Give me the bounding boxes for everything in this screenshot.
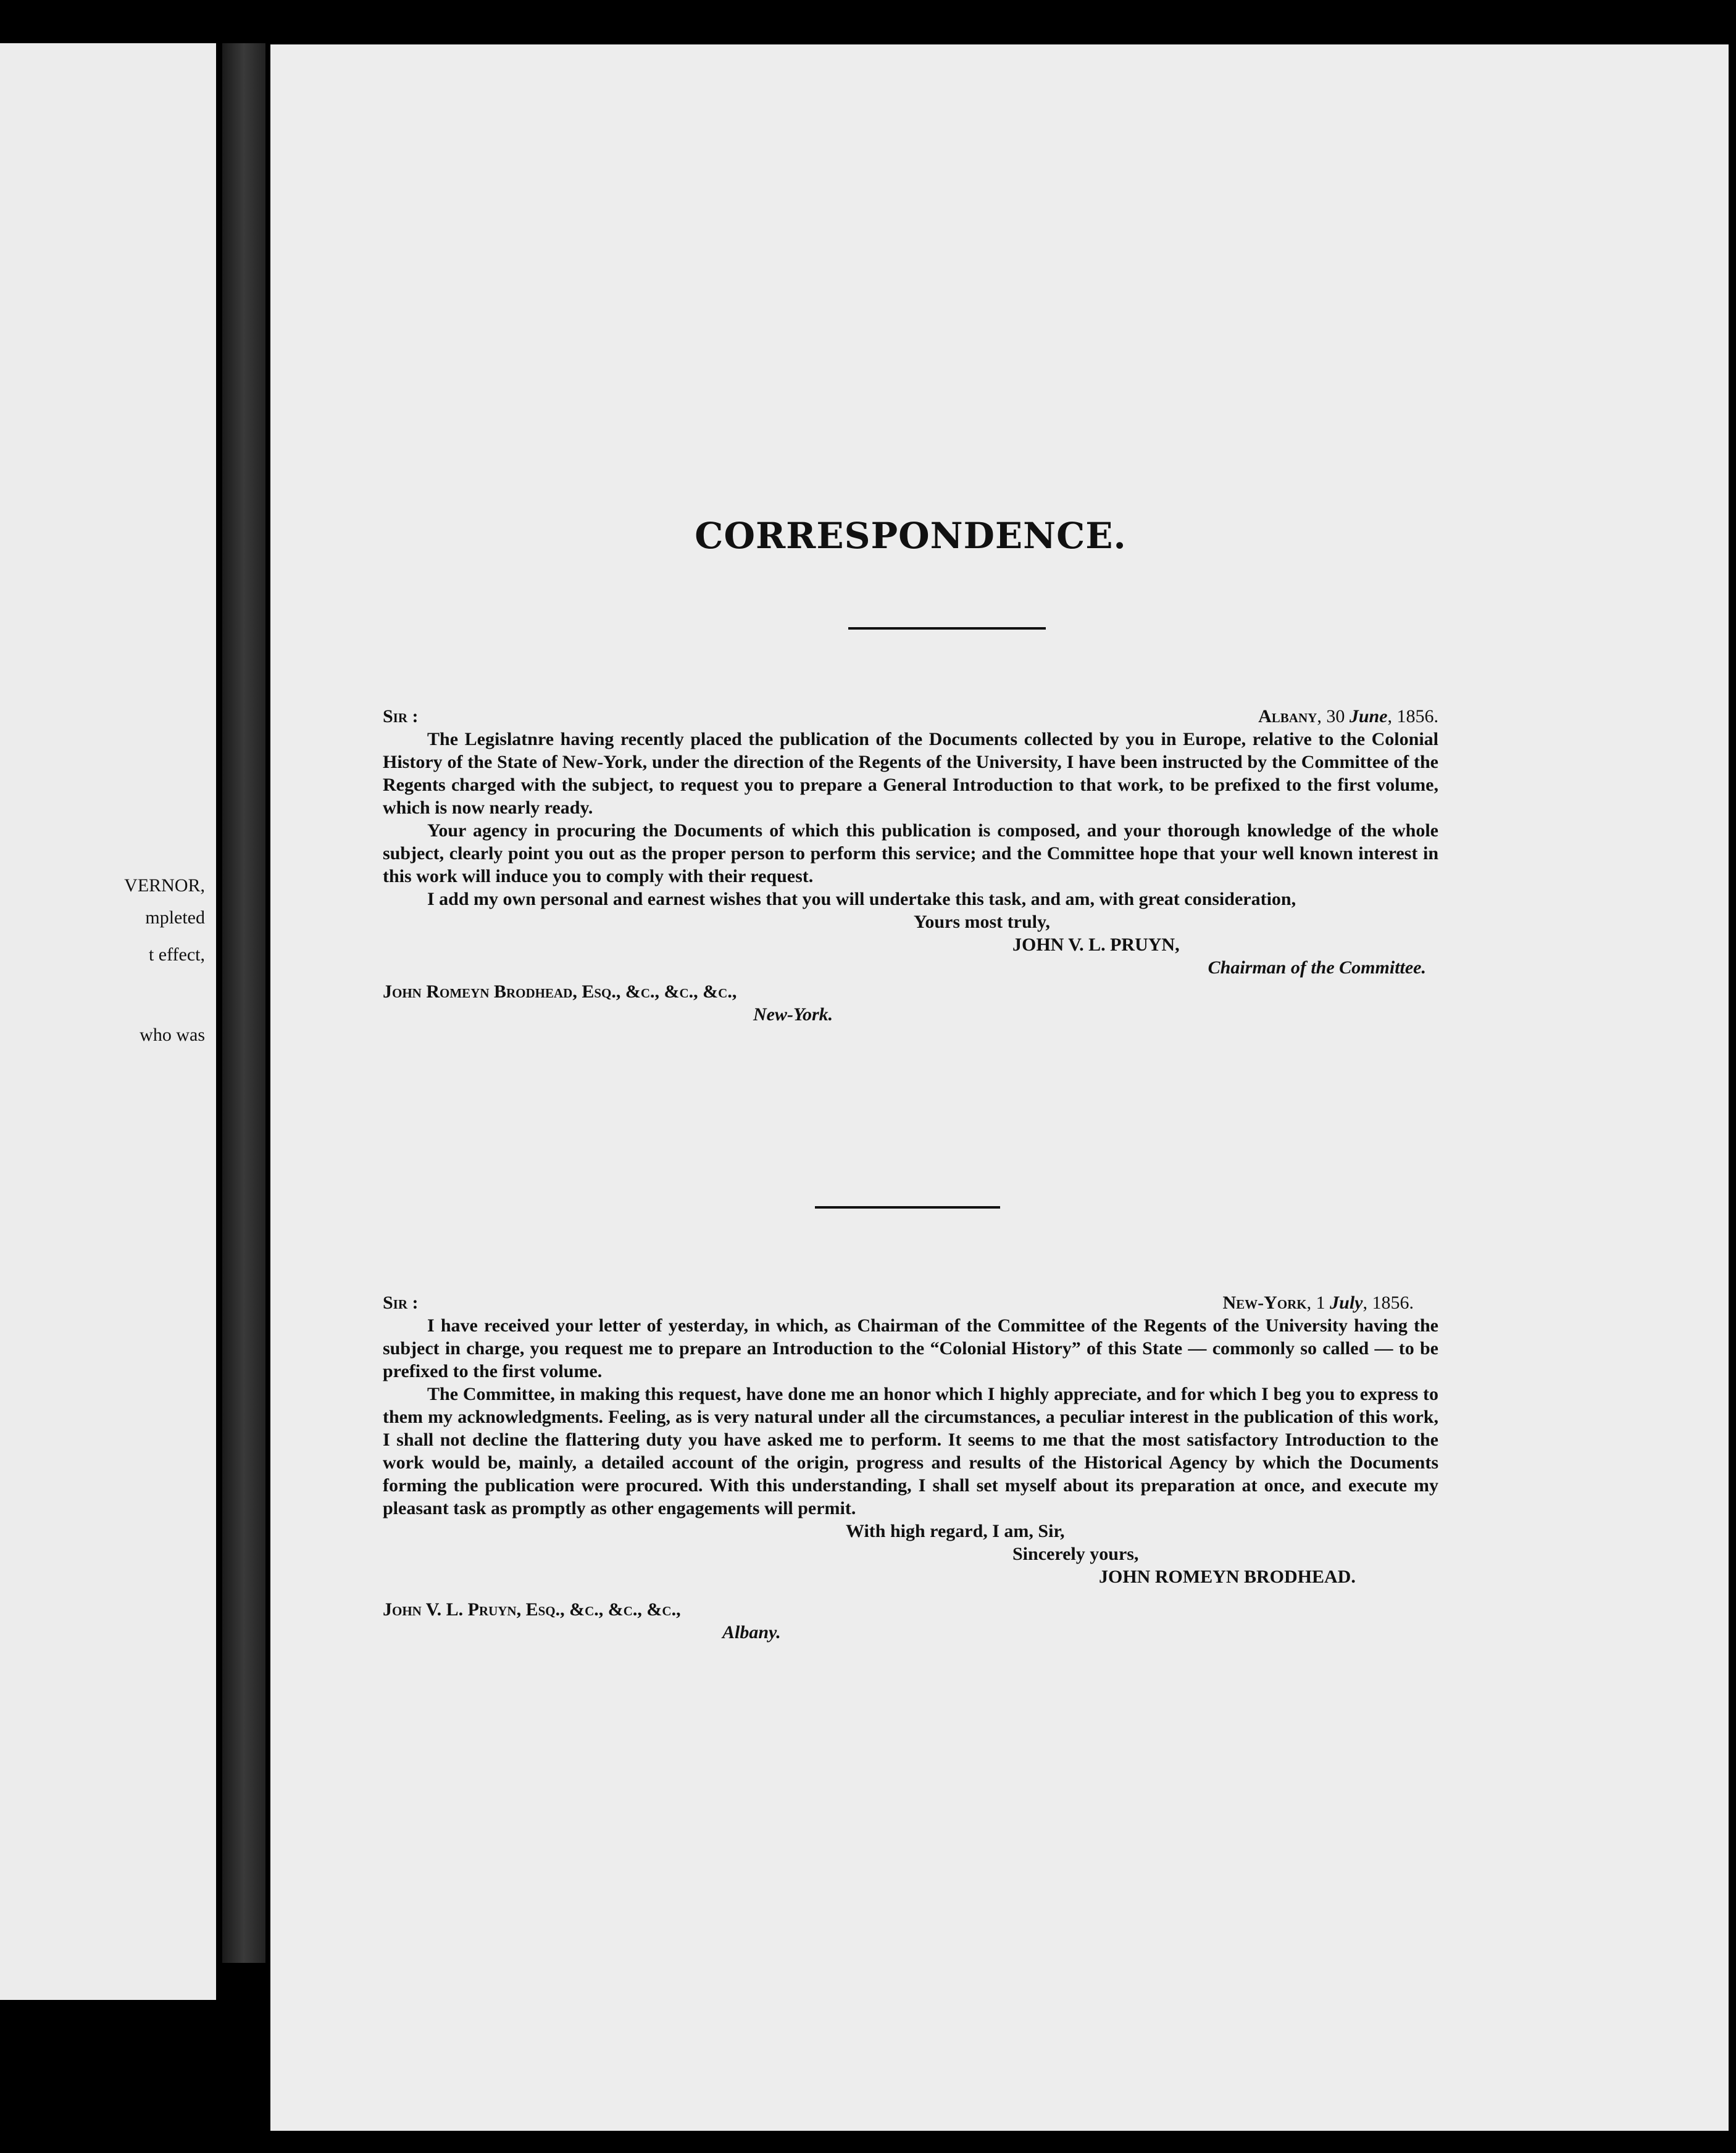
letter-paragraph: I add my own personal and earnest wishes that you will undertake this task, and am, with great consideration, — [427, 889, 1296, 909]
left-page-edge — [0, 43, 216, 2000]
signature: JOHN ROMEYN BRODHEAD. — [1099, 1567, 1356, 1587]
book-spine — [222, 43, 265, 1963]
dateline: Albany, 30 June, 1856. — [1258, 706, 1438, 727]
closing: With high regard, I am, Sir, — [846, 1521, 1065, 1541]
signature-title: Chairman of the Committee. — [1208, 957, 1426, 978]
salutation: Sir : — [383, 1293, 419, 1313]
title-rule — [848, 627, 1046, 630]
page-title: CORRESPONDENCE. — [695, 515, 1127, 557]
letter-header — [383, 705, 1438, 728]
document-page — [270, 44, 1729, 2131]
section-rule — [815, 1206, 1000, 1209]
addressee-place: Albany. — [722, 1622, 781, 1643]
letter-second — [383, 1291, 1438, 1644]
addressee: John Romeyn Brodhead, Esq., &c., &c., &c., — [383, 981, 737, 1002]
left-page-fragment: who was — [140, 1025, 205, 1045]
dateline: New-York, 1 July, 1856. — [1222, 1293, 1414, 1313]
letter-paragraph: The Committee, in making this request, have done me an honor which I highly appreciate, and for which I beg you to express to them my acknowledgments. Feeling, as is very natural under all the circumstances, a peculiar interest in the publication of this work, I shall not decline the flattering duty you have asked me to perform. It seems to me that the most satisfactory Introduction to the work would be, mainly, a detailed account of the origin, progress and results of the Historical Agency by which the Documents forming the publication were procured. With this understanding, I shall set myself about its preparation at once, and execute my pleasant task as promptly as other engagements will permit. — [383, 1384, 1438, 1518]
left-page-fragment: t effect, — [148, 944, 205, 965]
closing: Yours most truly, — [914, 912, 1050, 932]
letter-first — [383, 705, 1438, 1026]
letter-paragraph: The Legislatnre having recently placed the publication of the Documents collected by you in Europe, relative to the Colonial History of the State of New-York, under the direction of the Regents of the University, I have been instructed by the Committee of the Regents charged with the subject, to request you to prepare a General Introduction to that work, to be prefixed to the first volume, which is now nearly ready. — [383, 729, 1438, 818]
addressee-place: New-York. — [753, 1004, 833, 1025]
left-page-fragment: VERNOR, — [124, 875, 205, 896]
letter-paragraph: I have received your letter of yesterday, in which, as Chairman of the Committee of the Regents of the University having the subject in charge, you request me to prepare an Introduction to the “Colonial History” of this State — commonly so called — to be prefixed to the first volume. — [383, 1315, 1438, 1381]
letter-header — [383, 1291, 1438, 1314]
closing: Sincerely yours, — [1012, 1544, 1139, 1564]
left-page-fragment: mpleted — [145, 907, 205, 928]
letter-paragraph: Your agency in procuring the Documents of which this publication is composed, and your thorough knowledge of the whole subject, clearly point you out as the proper person to perform this service; and the Committee hope that your well known interest in this work will induce you to comply with their request. — [383, 820, 1438, 886]
addressee: John V. L. Pruyn, Esq., &c., &c., &c., — [383, 1599, 681, 1620]
signature: JOHN V. L. PRUYN, — [1012, 935, 1180, 955]
salutation: Sir : — [383, 706, 419, 727]
